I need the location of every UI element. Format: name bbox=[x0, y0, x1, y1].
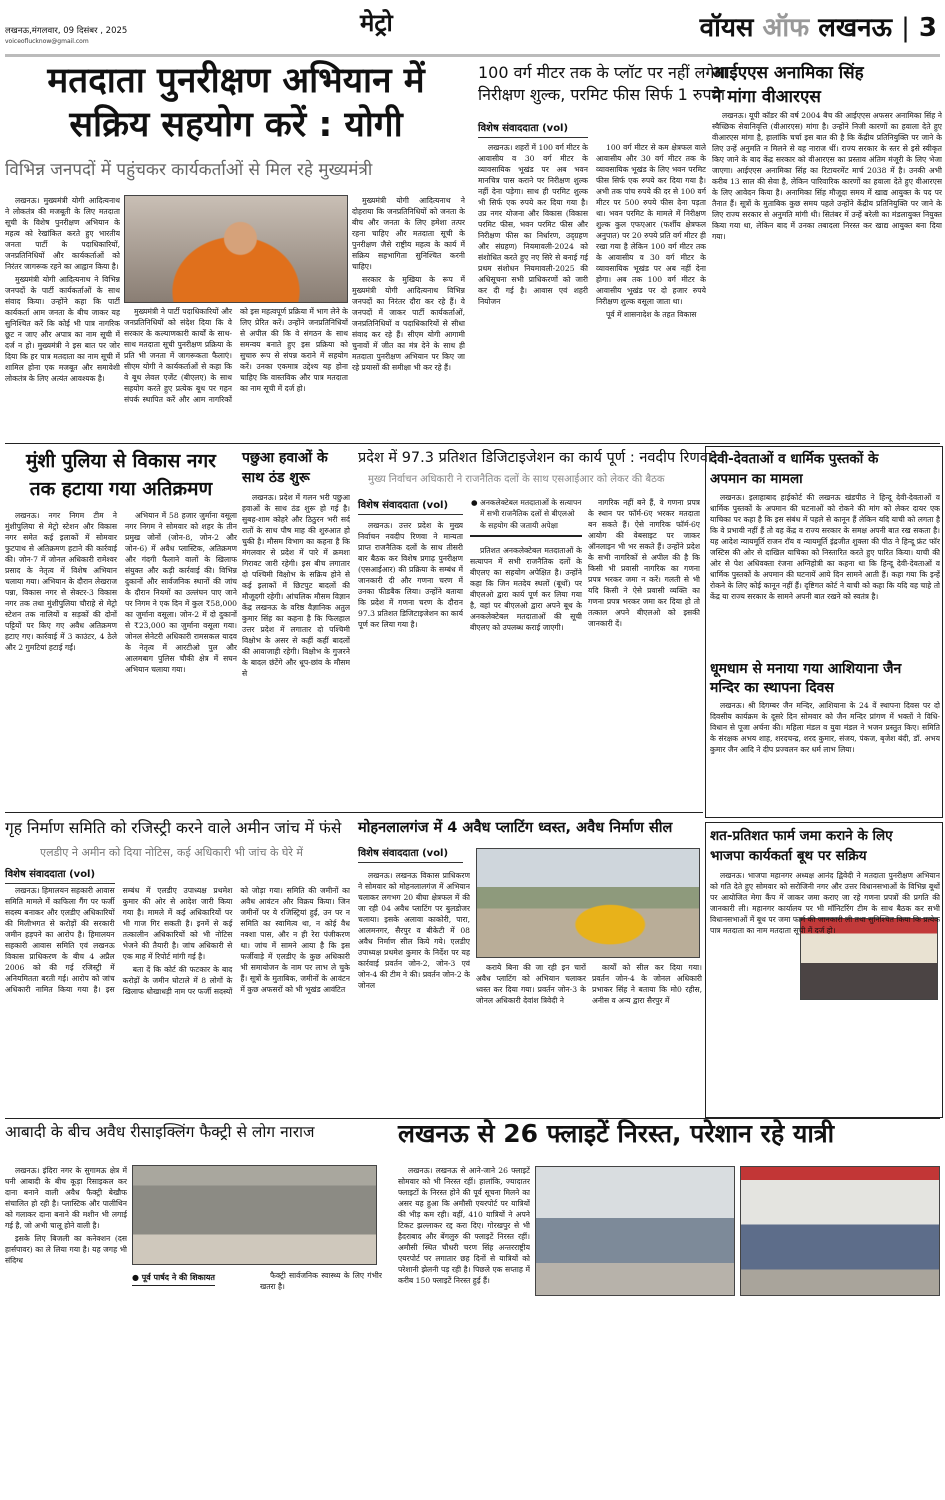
paragraph: पूर्व में शासनादेश के तहत विकास bbox=[606, 310, 697, 319]
mohanlalganj-body-3 bbox=[592, 962, 702, 1115]
ias-headline-line: आईएएस अनामिका सिंह bbox=[712, 63, 864, 83]
email: voiceoflucknow@gmail.com bbox=[5, 38, 89, 45]
weather-headline bbox=[242, 448, 350, 489]
paragraph: नागरिक नहीं बने हैं, वे गणना प्रपत्र के स्थान पर फॉर्म-6ए भरकर मतदाता बन सकते हैं। ऐसे नागरिक फॉर्म-6ए आयोग की वेबसाइट पर जाकर ऑनलाइन भी भर सकते हैं। उन्होंने प्रदेश के सभी नागरिकों से अपील की है कि किसी भी प्रवासी नागरिक का गणना प्रपत्र भरकर जमा न करें। गलती से भी यदि किसी ने ऐसे प्रवासी व्यक्ति का गणना प्रपत्र भरकर जमा कर दिया हो तो तत्काल अपने बीएलओ को इसकी जानकारी दें। bbox=[588, 498, 700, 628]
factory-photo bbox=[132, 1165, 377, 1265]
ias-headline bbox=[712, 62, 942, 110]
highlight-text: अनकलेक्टेबल मतदाताओं के सत्यापन में सभी राजनैतिक दलों से बीएलओ के सहयोग की जतायी अपेक्षा bbox=[480, 498, 582, 530]
airport-photo-1 bbox=[535, 1166, 735, 1296]
lead-headline bbox=[5, 60, 467, 148]
paragraph: मुख्यमंत्री योगी आदित्यनाथ ने दोहराया कि जनप्रतिनिधियों को जनता के बीच और जनता के लिए हमेशा तत्पर रहना चाहिए और मतदाता सूची के पुनरीक्षण जैसे राष्ट्रीय महत्व के कार्य में सक्रिय सहभागिता सुनिश्चित करनी चाहिए। bbox=[352, 196, 465, 271]
jain-headline-line: मन्दिर का स्थापना दिवस bbox=[710, 679, 834, 696]
paragraph: लखनऊ। लखनऊ से आने-जाने 26 फ्लाइटें सोमवार को भी निरस्त रहीं। हालांकि, ज्यादातर फ्लाइटों के निरस्त होने की पूर्व सूचना मिलने का असर यह हुआ कि अमौसी एयरपोर्ट पर यात्रियों की भीड़ कम रही। वहीं, 410 यात्रियों ने अपने टिकट झल्लाकर रद्द करा दिए। गोरखपुर से भी हैदराबाद और बेंगलुरु की फ्लाइटें निरस्त रहीं। अमौसी स्थित चौधरी चरण सिंह अन्तरराष्ट्रीय एयरपोर्ट पर लगातार छह दिनों से यात्रियों को परेशानी झेलनी पड़ रही है। पिछले एक सप्ताह में करीब 150 फ्लाइटें निरस्त हुई हैं। bbox=[398, 1166, 530, 1285]
amin-body bbox=[5, 885, 350, 1115]
paragraph: अभियान में 58 हजार जुर्माना वसूला नगर निगम ने सोमवार को शहर के तीन प्रमुख जोनों (जोन-8, जोन-2 और जोन-6) में अवैध प्लास्टिक, अतिक्रमण और गंदगी फैलाने वालों के खिलाफ संयुक्त और कड़ी कार्रवाई की। विभिन्न दुकानों और सार्वजनिक स्थानों की जांच के दौरान नियमों का उल्लंघन पाए जाने पर निगम ने एक दिन में कुल ₹58,000 का जुर्माना वसूला। जोन-2 में दो दुकानों से ₹23,000 का जुर्माना वसूला गया। जोनल सेनेटरी अधिकारी रामसकल यादव के नेतृत्व में आरटीओ पुल और आलमबाग पुलिस चौकी क्षेत्र में सघन अभियान चलाया गया। bbox=[125, 511, 237, 674]
lead-headline-line: मतदाता पुनरीक्षण अभियान में bbox=[47, 61, 425, 101]
lead-body-3 bbox=[352, 195, 465, 440]
paragraph: लखनऊ। इंदिरा नगर के सुगामऊ क्षेत्र में घनी आबादी के बीच कूड़ा रिसाइकल कर दाना बनाने वाली अवैध फैक्ट्री बेखौफ संचालित हो रही है। प्लास्टिक और पालीथिन को गलाकर दाना बनाने की मशीन भी लगाई गई है, जो अभी चालू होने वाली है। bbox=[5, 1166, 127, 1230]
digitization-body-3 bbox=[588, 497, 700, 810]
paragraph: लखनऊ। हिमालयन सहकारी आवास समिति मामले में काफिला गैंग पर फर्जी सदस्य बनाकर और एलडीए अधिकारियों की मिलीभगत से करोड़ों की सरकारी जमीन हड़पने का आरोप है। हिमालयन सहकारी आवास समिति एवं लखनऊ विकास प्राधिकरण के बीच 4 अप्रैल 2006 को की गई रजिस्ट्री में अनियमितता बरती गई। आरोप को जांच अधिकारी नामित किया गया है। इस सम्बंध में एलडीए उपाध्यक्ष प्रथमेश कुमार की ओर से आदेश जारी किया गया है। मामले में कई अधिकारियों पर भी गाज गिर सकती है। इनमें से कई तत्कालीन अधिकारियों को भी नोटिस भेजने की तैयारी है। जांच अधिकारी से एक माह में रिपोर्ट मांगी गई है। bbox=[5, 886, 233, 994]
bulldozer-photo bbox=[476, 848, 700, 958]
paragraph: कार्यों को सील कर दिया गया। प्रवर्तन जोन-4 के जोनल अधिकारी प्रभाकर सिंह ने बताया कि मो0 रहीस, अनीस व अन्य द्वारा सैरपुर में bbox=[592, 963, 702, 1005]
flights-headline: लखनऊ से 26 फ्लाइटें निरस्त, परेशान रहे यात्री bbox=[398, 1119, 835, 1148]
amin-subhead: एलडीए ने अमीन को दिया नोटिस, कई अधिकारी भी जांच के घेरे में bbox=[40, 846, 303, 859]
paragraph: लखनऊ। उत्तर प्रदेश के मुख्य निर्वाचन नवदीप रिणवा ने मान्यता प्राप्त राजनैतिक दलों के साथ तीसरी बार बैठक कर विशेष प्रगाढ़ पुनरीक्षण (एसआईआर) की प्रक्रिया के सम्बंध में जानकारी दी और गणना चरण में उनका फीडबैक लिया। उन्होंने बताया कि प्रदेश में गणना चरण के दौरान 97.3 प्रतिशत डिजिटाइजेशन का कार्य पूर्ण कर लिया गया है। bbox=[358, 521, 463, 629]
header-rule bbox=[5, 54, 940, 57]
munshi-headline-line: तक हटाया गया अतिक्रमण bbox=[29, 477, 213, 500]
bjp-headline bbox=[710, 826, 940, 867]
sidehead-text: पूर्व पार्षद ने की शिकायत bbox=[141, 1273, 215, 1282]
paragraph: लखनऊ। लखनऊ विकास प्राधिकरण ने सोमवार को मोहनलालगंज में अभियान चलाकर लगभग 20 बीघा क्षेत्रफल में की जा रही 04 अवैध प्लाटिंग पर बुलडोजर चलाया। इसके अलावा काकोरी, पारा, आलमनगर, सैरपुर व बीकेटी में 08 अवैध निर्माण सील किये गये। एलडीए उपाध्यक्ष प्रथमेश कुमार के निर्देश पर यह कार्रवाई प्रवर्तन जोन-2, जोन-3 एवं जोन-4 की टीम ने की। प्रवर्तन जोन-2 के जोनल bbox=[358, 871, 470, 990]
paragraph: सरकार के मुखिया के रूप में मुख्यमंत्री योगी आदित्यनाथ विभिन्न जनपदों का निरंतर दौरा कर रहे हैं। वे जनपदों में जाकर पार्टी कार्यकर्ताओं, जनप्रतिनिधियों व पदाधिकारियों से सीधा संवाद कर रहे हैं। सीएम योगी आगामी चुनावों में जीत का मंत्र देने के साथ ही मतदाता पुनरीक्षण अभियान पर किए जा रहे प्रयासों की समीक्षा भी कर रहे हैं। bbox=[352, 275, 465, 372]
munshi-headline bbox=[5, 448, 237, 503]
digitization-body-1 bbox=[358, 520, 463, 810]
lead-body bbox=[5, 195, 120, 440]
yogi-photo bbox=[124, 195, 348, 303]
dateline: लखनऊ,मंगलवार, 09 दिसंबर , 2025 bbox=[5, 26, 128, 36]
paragraph: लखनऊ। मुख्यमंत्री योगी आदित्यनाथ ने लोकतंत्र की मजबूती के लिए मतदाता सूची के विशेष पुनरीक्षण अभियान के महत्व को रेखांकित करते हुए भारतीय जनता पार्टी के पदाधिकारियों, जनप्रतिनिधियों और कार्यकर्ताओं को निरंतर जागरूक रहने का आह्वान किया है। bbox=[5, 196, 120, 271]
paragraph: प्रतिशत अनकलेक्टेबल मतदाताओं के सत्यापन में सभी राजनैतिक दलों के बीएलए का सहयोग अपेक्षित है। उन्होंने कहा कि जिन मतदेय स्थलों (बूथों) पर बीएलओ द्वारा कार्य पूर्ण कर लिया गया है, वहां पर बीएलओ द्वारा अपने बूथ के अनकलेक्टेबल मतदाताओं की सूची बीएलए को उपलब्ध कराई जाएगी। bbox=[470, 546, 582, 632]
masthead-word-2: ऑफ bbox=[762, 13, 810, 43]
paragraph: लखनऊ। शहरों में 100 वर्ग मीटर के आवासीय व 30 वर्ग मीटर के व्यावसायिक भूखंड पर अब भवन मानचित्र पास कराने पर निरीक्षण शुल्क नहीं देना पड़ेगा। साथ ही परमिट शुल्क भी सिर्फ एक रुपये कर दिया गया है। उप्र नगर योजना और विकास (विकास परमिट फीस, भवन परमिट फीस और निरीक्षण फीस का निर्धारण, उद्ग्रहण और संग्रहण) नियमावली-2024 को संशोधित करते हुए नए सिरे से बनाई गई प्रथम संशोधन नियमावली-2025 की अधिसूचना सभी प्राधिकरणों को जारी कर दी गई है। आवास एवं शहरी नियोजन bbox=[478, 143, 588, 306]
ias-headline-line: ने मांगा वीआरएस bbox=[712, 86, 821, 107]
ias-body bbox=[712, 110, 942, 440]
weather-headline-line: साथ ठंड शुरू bbox=[242, 470, 310, 487]
paragraph: लखनऊ। भाजपा महानगर अध्यक्ष आनंद द्विवेदी ने मतदाता पुनरीक्षण अभियान को गति देते हुए सोमवार को सरोजिनी नगर और उत्तर विधानसभाओं के विभिन्न बूथों पर आयोजित मेगा कैंप में जाकर जमा कराए जा रहे गणना प्रपत्रों की प्रगति की जानकारी ली। महानगर कार्यालय पर भी मॉनिटरिंग टीम के साथ बैठक कर सभी विधानसभाओं में बूथ पर जमा फार्म की जानकारी ली तथा सुनिश्चित किया कि प्रत्येक पात्र मतदाता का नाम मतदाता सूची में दर्ज हो। bbox=[710, 871, 940, 935]
plot-headline bbox=[478, 62, 728, 107]
weather-headline-line: पछुआ हवाओं के bbox=[242, 450, 328, 466]
jain-headline bbox=[710, 660, 940, 698]
masthead-word-1: वॉयस bbox=[699, 13, 754, 43]
devi-headline bbox=[710, 450, 940, 489]
mohanlalganj-headline: मोहनलालगंज में 4 अवैध प्लाटिंग ध्वस्त, अवैध निर्माण सील bbox=[358, 820, 673, 836]
recycling-body-2 bbox=[260, 1270, 382, 1500]
masthead-word-3: लखनऊ bbox=[818, 13, 893, 43]
amin-byline: विशेष संवाददाता (vol) bbox=[5, 866, 115, 884]
paragraph: लखनऊ। श्री दिगम्बर जैन मन्दिर, आशियाना के 24 वें स्थापना दिवस पर दो दिवसीय कार्यक्रम के दूसरे दिन सोमवार को जैन मन्दिर प्रांगण में भक्तों ने विधि-विधान से पूजा अर्चना की। महिला मंडल व युवा मंडल ने भजन प्रस्तुत किए। समिति के संरक्षक अभय शाह, शरदचन्द्र, शरद कुमार, संजय, पंकज, बृजेश बंदी, डॉ. अभय कुमार जैन आदि ने दीप प्रज्वलन कर धर्म लाभ लिया। bbox=[710, 701, 940, 754]
plot-headline-line: निरीक्षण शुल्क, परमिट फीस सिर्फ 1 रुपया bbox=[478, 85, 725, 105]
devi-headline-line: अपमान का मामला bbox=[710, 470, 803, 487]
bjp-headline-line: शत-प्रतिशत फार्म जमा कराने के लिए bbox=[710, 828, 893, 844]
bjp-body bbox=[710, 870, 940, 1115]
divider bbox=[5, 443, 940, 444]
recycling-sidehead bbox=[132, 1272, 215, 1286]
digitization-headline: प्रदेश में 97.3 प्रतिशत डिजिटाइजेशन का कार्य पूर्ण : नवदीप रिणवा bbox=[358, 450, 712, 466]
jain-headline-line: धूमधाम से मनाया गया आशियाना जैन bbox=[710, 661, 902, 677]
bjp-headline-line: भाजपा कार्यकर्ता बूथ पर सक्रिय bbox=[710, 848, 867, 865]
divider bbox=[5, 812, 703, 813]
devi-body bbox=[710, 492, 940, 657]
airport-photo-2 bbox=[740, 1166, 940, 1296]
paragraph: 100 वर्ग मीटर से कम क्षेत्रफल वाले आवासीय और 30 वर्ग मीटर तक के व्यावसायिक भूखंड के लिए भवन परमिट फीस सिर्फ एक रुपये कर दिया गया है। अभी तक पांच रुपये की दर से 100 वर्ग मीटर पर 500 रुपये फीस देना पड़ता था। भवन परमिट के मामले में निरीक्षण शुल्क कुल एफएआर (फर्शीय क्षेत्रफल अनुपात) पर 20 रुपये प्रति वर्ग मीटर ही रखा गया है लेकिन 100 वर्ग मीटर तक के आवासीय व 30 वर्ग मीटर के व्यावसायिक भूखंड पर अब नहीं देना होगा। अब तक 100 वर्ग मीटर के आवासीय भूखंड पर दो हजार रुपये निरीक्षण शुल्क वसूला जाता था। bbox=[596, 143, 706, 306]
digitization-highlight bbox=[470, 497, 582, 537]
paragraph: बता दें कि कोर्ट की फटकार के बाद करोड़ों के जमीन घोटाले में 8 लोगों के खिलाफ धोखाधड़ी नाम पर फर्जी सदस्यों को जोड़ा गया। समिति की जमीनों का अवैध आवंटन और विक्रय किया। जिन जमीनों पर ये रजिस्ट्रियां हुईं, उन पर न समिति का स्वामित्व था, न कोई वैध नक्शा पास, और न ही रेरा पंजीकरण था। जांच में सामने आया है कि इस फर्जीवाड़े में एलडीए के कुछ अधिकारी भी समायोजन के नाम पर लाभ ले चुके हैं। सूत्रों के मुताबिक, जमीनों के आवंटन में कुछ अफसरों को भी भूखंड आवंटित bbox=[122, 886, 350, 996]
devi-headline-line: देवी-देवताओं व धार्मिक पुस्तकों के bbox=[710, 451, 879, 467]
munshi-headline-line: मुंशी पुलिया से विकास नगर bbox=[26, 450, 216, 472]
paragraph: लखनऊ। प्रदेश में गलन भरी पछुआ हवाओं के साथ ठंड शुरू हो गई है। सुबह-शाम कोहरे और ठिठुरन भरी सर्द रातों के साथ पौष माह की शुरुआत हो चुकी है। मौसम विभाग का कहना है कि मंगलवार से प्रदेश में पारे में क्रमशः गिरावट जारी रहेगी। इस बीच लगातार दो पश्चिमी विक्षोभ के सक्रिय होने से कई इलाकों में छिटपुट बादलों की मौजूदगी रहेगी। आंचलिक मौसम विज्ञान केंद्र लखनऊ के वरिष्ठ वैज्ञानिक अतुल कुमार सिंह का कहना है कि फिलहाल उत्तर प्रदेश में लगातार दो पश्चिमी विक्षोभ के असर से कहीं कहीं बादलों की आवाजाही रहेगी। विक्षोभ के गुजरने के बादल छंटेंगे और धूप-छांव के मौसम से bbox=[242, 493, 350, 678]
digitization-byline: विशेष संवाददाता (vol) bbox=[358, 497, 463, 515]
paragraph: मुख्यमंत्री ने पार्टी पदाधिकारियों और जनप्रतिनिधियों को संदेश दिया कि वे सरकार के कल्याणकारी कार्यों के साथ-साथ मतदाता सूची पुनरीक्षण प्रक्रिया के प्रति भी जनता में जागरूकता फैलाएं। सीएम योगी ने कार्यकर्ताओं से कहा कि वे बूथ लेवल एजेंट (बीएलए) के साथ सहयोग करते हुए प्रत्येक बूथ पर गहन संपर्क स्थापित करें और आम नागरिकों को इस महत्वपूर्ण प्रक्रिया में भाग लेने के लिए प्रेरित करें। उन्होंने जनप्रतिनिधियों से अपील की कि वे संगठन के साथ समन्वय बनाते हुए इस प्रक्रिया को सुचारु रूप से संपन्न कराने में सहयोग करें। उनका एकमात्र उद्देश्य यह होना चाहिए कि वास्तविक और पात्र मतदाता का नाम सूची में दर्ज हो। bbox=[124, 307, 348, 404]
paragraph: इसके लिए बिजली का कनेक्शन (दस हार्सपावर) का ले लिया गया है। यह जगह भी संदिग्ध bbox=[5, 1234, 127, 1265]
mohanlalganj-byline: विशेष संवाददाता (vol) bbox=[358, 845, 463, 863]
flights-body bbox=[398, 1165, 530, 1500]
munshi-body bbox=[5, 510, 237, 810]
paragraph: मुख्यमंत्री योगी आदित्यनाथ ने विभिन्न जनपदों के पार्टी कार्यकर्ताओं के साथ संवाद किया। उन्होंने कहा कि पार्टी कार्यकर्ता आम जनता के बीच जाकर यह सुनिश्चित करें कि कोई भी पात्र नागरिक छूट न जाए और अपात्र का नाम सूची में दर्ज न हो। मुख्यमंत्री ने इस बात पर जोर दिया कि हर पात्र मतदाता का नाम सूची में शामिल होना एक मजबूत और समावेशी लोकतंत्र के लिए अत्यंत आवश्यक है। bbox=[5, 275, 120, 383]
page-number: 3 bbox=[918, 13, 937, 43]
section-title: मेट्रो bbox=[360, 9, 393, 37]
recycling-headline: आबादी के बीच अवैध रीसाइक्लिंग फैक्ट्री से लोग नाराज bbox=[5, 1123, 315, 1141]
lead-subhead: विभिन्न जनपदों में पहुंचकर कार्यकर्ताओं से मिल रहे मुख्यमंत्री bbox=[5, 160, 373, 180]
bullet-icon: ● bbox=[132, 1273, 142, 1282]
plot-byline: विशेष संवाददाता (vol) bbox=[478, 120, 588, 138]
plot-headline-line: 100 वर्ग मीटर तक के प्लॉट पर नहीं लगेगा bbox=[478, 63, 728, 82]
lead-headline-line: सक्रिय सहयोग करें : योगी bbox=[69, 104, 403, 145]
jain-body bbox=[710, 700, 940, 815]
bullet-icon: ● bbox=[471, 498, 478, 507]
digitization-subhead: मुख्य निर्वाचन अधिकारी ने राजनैतिक दलों के साथ एसआईआर को लेकर की बैठक bbox=[368, 474, 665, 485]
plot-body bbox=[478, 142, 706, 440]
paragraph: फैक्ट्री सार्वजनिक स्वास्थ्य के लिए गंभीर खतरा है। bbox=[260, 1271, 382, 1291]
mohanlalganj-body-1 bbox=[358, 870, 470, 1115]
masthead: वॉयस ऑफ लखनऊ | 3 bbox=[699, 13, 937, 43]
paragraph: कराये बिना की जा रही इन चारों अवैध प्लाटिंग को अभियान चलाकर ध्वस्त कर दिया गया। प्रवर्तन जोन-3 के जोनल अधिकारी देवांश त्रिवेदी ने bbox=[476, 963, 586, 1005]
mohanlalganj-body-2 bbox=[476, 962, 586, 1115]
paragraph: लखनऊ। नगर निगम टीम ने मुंशीपुलिया से मेट्रो स्टेशन और विकास नगर समेत कई इलाकों में सोमवार फुटपाथ से अतिक्रमण हटाने की कार्रवाई की। जोन-7 में जोनल अधिकारी रामेश्वर प्रसाद के नेतृत्व में विशेष अभियान चलाया गया। अभियान के दौरान लेखराज पन्ना, विकास नगर से सेक्टर-3 विकास नगर तक तथा मुंशीपुलिया चौराहे से मेट्रो स्टेशन तक नालियों व सड़कों की दोनों पट्टियों पर किए गए अवैध अतिक्रमण हटाए गए। कार्रवाई में 3 काउंटर, 4 ठेले और 2 गुमटियां हटाई गईं। bbox=[5, 511, 117, 652]
paragraph: लखनऊ। इलाहाबाद हाईकोर्ट की लखनऊ खंडपीठ ने हिन्दू देवी-देवताओं व धार्मिक पुस्तकों के अपमान की घटनाओं को रोकने की मांग को लेकर दायर एक याचिका पर कहा है कि इस संबंध में पहले से कानून हैं लेकिन यदि याची को लगता है कि वे प्रभावी नहीं हैं तो वह केंद्र व राज्य सरकार के समक्ष अपनी बात रख सकता है। यह आदेश न्यायमूर्ति राजन रॉय व न्यायमूर्ति इंद्रजीत शुक्ला की पीठ ने हिन्दू फ्रंट फॉर जस्टिस की ओर से दाखिल याचिका को निस्तारित करते हुए पारित किया। याची की ओर से पेश अधिवक्ता रंजना अग्निहोत्री का कहना था कि हिन्दू देवी-देवताओं व धार्मिक पुस्तकों के अपमान की घटनायें आये दिन सामने आती हैं। कहा गया कि इन्हें रोकने के लिए कोई कानून नहीं हैं। दृष्टिगत कोर्ट ने याची को कहा कि यदि वह चाहे तो केंद्र या राज्य सरकार के सामने अपनी बात रखने को स्वतंत्र है। bbox=[710, 493, 940, 601]
amin-headline: गृह निर्माण समिति को रजिस्ट्री करने वाले अमीन जांच में फंसे bbox=[5, 819, 342, 837]
digitization-body-2 bbox=[470, 545, 582, 810]
recycling-body-1 bbox=[5, 1165, 127, 1500]
weather-body bbox=[242, 492, 350, 810]
paragraph: लखनऊ। यूपी कॉडर की वर्ष 2004 बैच की आईएएस अफसर अनामिका सिंह ने स्वैच्छिक सेवानिवृत्ति (वीआरएस) मांगा है। उन्होंने निजी कारणों का हवाला देते हुए वीआरएस मांगा है, हालांकि चर्चा इस बात की है कि केंद्रीय प्रतिनियुक्ति पर जाने के लिए उन्हें अनुमति न मिलने से वह नाराज थीं। राज्य सरकार के स्तर से इसे स्वीकृत किए जाने के बाद केंद्र सरकार को वीआरएस का प्रस्ताव अंतिम मंजूरी के लिए भेजा जाएगा। आईएएस अनामिका सिंह का रिटायरमेंट मार्च 2038 में है। उनकी अभी करीब 13 साल की सेवा है, लेकिन पारिवारिक कारणों का हवाला देते हुए वीआरएस के लिए आवेदन किया है। अनामिका सिंह मौजूदा समय में खाद्य आयुक्त के पद पर तैनात हैं। सूत्रों के मुताबिक कुछ समय पहले उन्होंने केंद्रीय प्रतिनियुक्ति पर जाने के लिए राज्य सरकार से अनुमति मांगी थी। सितंबर में उन्हें बरेली का मंडलायुक्त नियुक्त किया गया था, लेकिन बाद में उनका तबादला निरस्त कर खाद्य आयुक्त बना दिया गया। bbox=[712, 111, 942, 241]
lead-body-2 bbox=[124, 306, 348, 440]
